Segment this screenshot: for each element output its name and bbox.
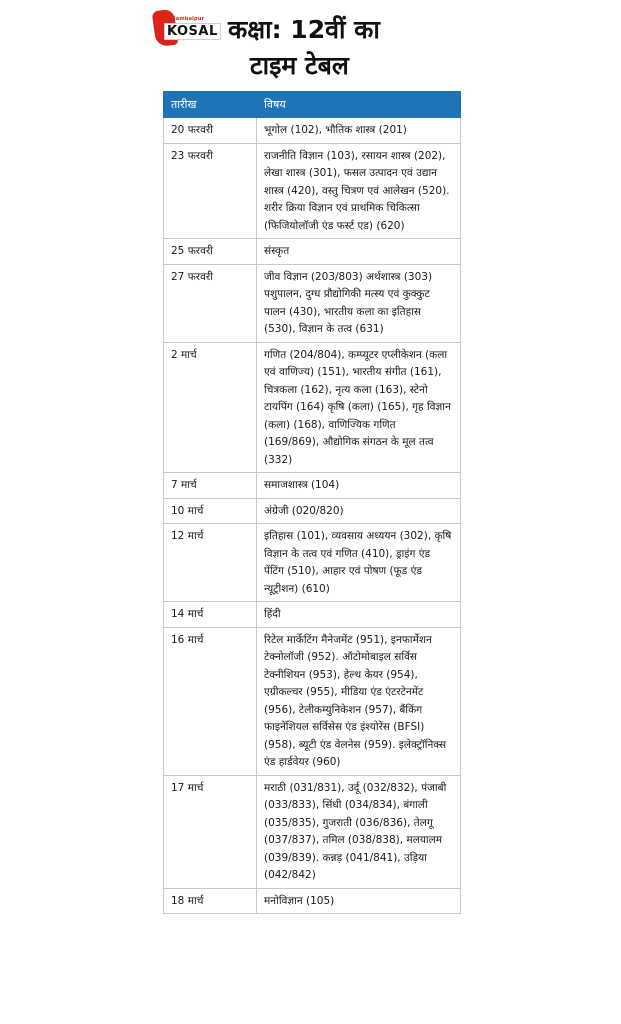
table-row [164, 118, 461, 144]
table-row [164, 888, 461, 914]
table-row [164, 498, 461, 524]
row-subjects: अंग्रेजी (020/820) [257, 498, 461, 524]
row-subjects: संस्कृत [257, 239, 461, 265]
row-subjects: मराठी (031/831), उर्दू (032/832), पंजाबी (033/833), सिंधी (034/834), बंगाली (035/835), गुजराती (036/836), तेलगू (037/837), तमिल (038/838), मलयालम (039/839). कन्नड़ (041/841), उड़िया (042/842) [257, 775, 461, 888]
header [0, 0, 621, 86]
table-row [164, 264, 461, 342]
column-header-subject: विषय [257, 92, 461, 118]
row-date: 20 फरवरी [164, 118, 257, 144]
column-header-date: तारीख [164, 92, 257, 118]
table-row [164, 239, 461, 265]
row-date: 23 फरवरी [164, 143, 257, 239]
row-date: 14 मार्च [164, 602, 257, 628]
row-date: 12 मार्च [164, 524, 257, 602]
row-date: 17 मार्च [164, 775, 257, 888]
page-title-line2: टाइम टेबल [250, 51, 349, 80]
table-row [164, 524, 461, 602]
row-subjects: भूगोल (102), भौतिक शास्त्र (201) [257, 118, 461, 144]
row-subjects: इतिहास (101), व्यवसाय अध्ययन (302), कृषि विज्ञान के तत्व एवं गणित (410), ड्राइंग एंड पेंटिंग (510), आहार एवं पोषण (फूड एंड न्यूट्रीशन) (610) [257, 524, 461, 602]
row-date: 16 मार्च [164, 627, 257, 775]
row-subjects: रिटेल मार्केटिंग मैनेजमेंट (951), इनफार्मेशन टेक्नोलॉजी (952). ऑटोमोबाइल सर्विस टेक्नीशियन (953), हेल्थ केयर (954), एग्रीकल्चर (955), मीडिया एंड एंटरटेनमेंट (956), टेलीकम्युनिकेशन (957), बैंकिंग फाइनेंशियल सर्विसेस एंड इंश्योरेंस (BFSI) (958), ब्यूटी एंड वेलनेस (959). इलेक्ट्रॉनिक्स एंड हार्डवेयर (960) [257, 627, 461, 775]
row-date: 10 मार्च [164, 498, 257, 524]
timetable-table [163, 91, 461, 914]
row-date: 25 फरवरी [164, 239, 257, 265]
logo-text: KOSAL [164, 23, 221, 40]
row-date: 7 मार्च [164, 473, 257, 499]
brand-logo[interactable] [150, 8, 218, 48]
row-date: 2 मार्च [164, 342, 257, 473]
row-date: 18 मार्च [164, 888, 257, 914]
table-row [164, 143, 461, 239]
table-header-row [164, 92, 461, 118]
table-row [164, 342, 461, 473]
timetable [163, 91, 460, 914]
row-subjects: जीव विज्ञान (203/803) अर्थशास्त्र (303) पशुपालन, दुग्ध प्रौद्योगिकी मत्स्य एवं कुक्कुट पालन (430), भारतीय कला का इतिहास (530), विज्ञान के तत्व (631) [257, 264, 461, 342]
table-row [164, 775, 461, 888]
row-subjects: गणित (204/804), कम्प्यूटर एप्लीकेशन (कला एवं वाणिज्य) (151), भारतीय संगीत (161), चित्रकला (162), नृत्य कला (163), स्टेनो टायपिंग (164) कृषि (कला) (165), गृह विज्ञान (कला) (168), वाणिज्यिक गणित (169/869), औद्योगिक संगठन के मूल तत्व (332) [257, 342, 461, 473]
table-row [164, 627, 461, 775]
row-subjects: समाजशास्त्र (104) [257, 473, 461, 499]
logo-subtext: Sambalpur [172, 16, 205, 22]
row-date: 27 फरवरी [164, 264, 257, 342]
table-row [164, 473, 461, 499]
row-subjects: हिंदी [257, 602, 461, 628]
table-row [164, 602, 461, 628]
page-title-line1: कक्षा: 12वीं का [228, 15, 380, 44]
row-subjects: राजनीति विज्ञान (103), रसायन शास्त्र (202), लेखा शास्त्र (301), फसल उत्पादन एवं उद्यान शास्त्र (420), वस्तु चित्रण एवं आलेखन (520). शरीर क्रिया विज्ञान एवं प्राथमिक चिकित्सा (फिजियोलॉजी एंड फर्स्ट एड) (620) [257, 143, 461, 239]
row-subjects: मनोविज्ञान (105) [257, 888, 461, 914]
